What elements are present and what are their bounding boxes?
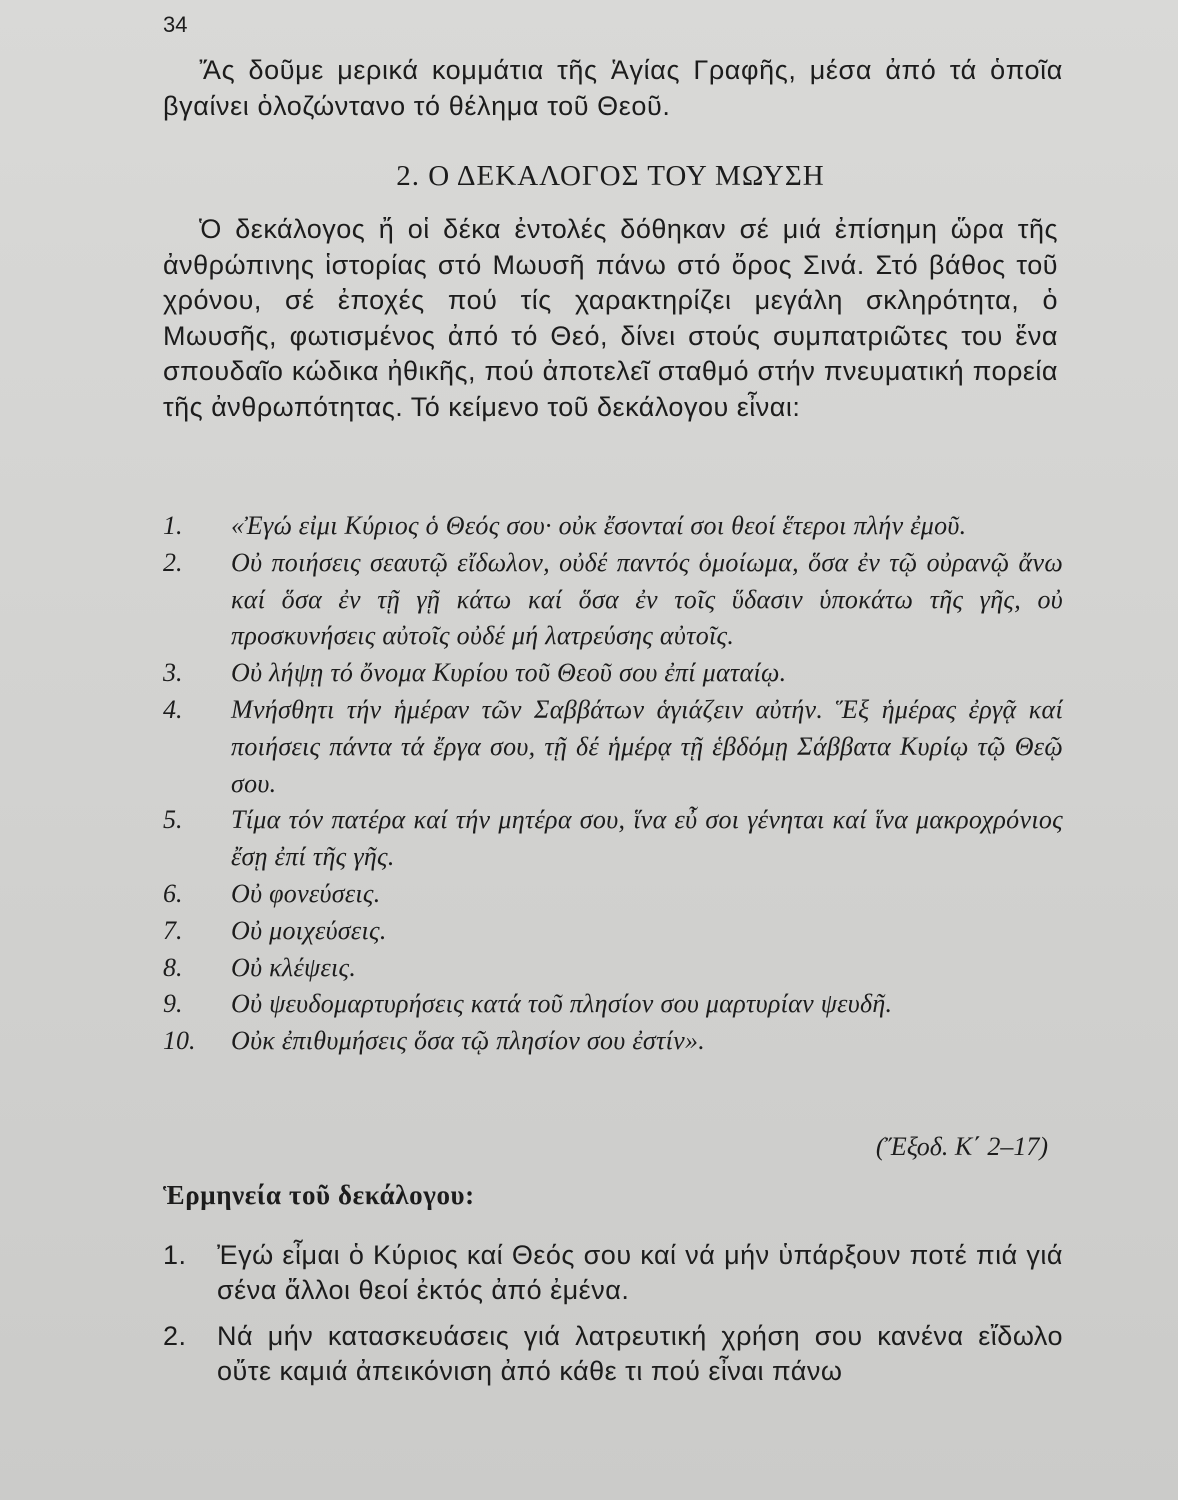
item-number: 5. — [163, 805, 183, 835]
item-text: Οὐ μοιχεύσεις. — [231, 915, 387, 945]
commandment-item — [163, 986, 1063, 1023]
item-number: 1. — [163, 511, 183, 540]
commandment-item — [163, 913, 1063, 950]
commandment-item — [163, 508, 1063, 545]
commandment-item — [163, 950, 1063, 987]
item-number: 2. — [163, 547, 183, 577]
intro-text: Ἄς δοῦμε μερικά κομμάτια τῆς Ἁγίας Γραφῆς, μέσα ἀπό τά ὁποῖα βγαίνει ὁλοζώντανο τό θέλημα τοῦ Θεοῦ. — [163, 55, 1063, 121]
item-text: Μνήσθητι τήν ἡμέραν τῶν Σαββάτων ἁγιάζειν αὐτήν. Ἕξ ἡμέρας ἐργᾷ καί ποιήσεις πάντα τά ἔργα σου, τῇ δέ ἡμέρᾳ τῇ ἑβδόμῃ Σάββατα Κυρίῳ τῷ Θεῷ σου. — [231, 694, 1063, 798]
item-number: 7. — [163, 915, 183, 945]
decalogue-intro-text: Ὁ δεκάλογος ἤ οἱ δέκα ἐντολές δόθηκαν σέ μιά ἐπίσημη ὥρα τῆς ἀνθρώπινης ἱστορίας στό Μωυσῆ πάνω στό ὄρος Σινά. Στό βάθος τοῦ χρόνου, σέ ἐποχές πού τίς χαρακτηρίζει μεγάλη σκληρότητα, ὁ Μωυσῆς, φωτισμένος ἀπό τό Θεό, δίνει στούς συμπατριῶτες του ἕνα σπουδαῖο κώδικα ἠθικῆς, πού ἀποτελεῖ σταθμό στήν πνευματική πορεία τῆς ἀνθρωπότητας. Τό κείμενο τοῦ δεκάλογου εἶναι: — [163, 214, 1058, 422]
interpretation-list — [163, 1238, 1063, 1400]
commandment-item — [163, 802, 1063, 876]
commandment-item — [163, 692, 1063, 802]
item-text: Τίμα τόν πατέρα καί τήν μητέρα σου, ἵνα εὖ σοι γένηται καί ἵνα μακροχρόνιος ἔσῃ ἐπί τῆς γῆς. — [231, 805, 1063, 872]
decalogue-intro-paragraph — [163, 212, 1058, 425]
item-text: Ἐγώ εἶμαι ὁ Κύριος καί Θεός σου καί νά μήν ὑπάρξουν ποτέ πιά γιά σένα ἄλλοι θεοί ἐκτός ἀπό ἐμένα. — [217, 1240, 1063, 1305]
item-text: Οὐ ποιήσεις σεαυτῷ εἴδωλον, οὐδέ παντός ὁμοίωμα, ὅσα ἐν τῷ οὐρανῷ ἄνω καί ὅσα ἐν τῇ γῇ κάτω καί ὅσα ἐν τοῖς ὕδασιν ὑποκάτω τῆς γῆς, οὐ προσκυνήσεις αὐτοῖς οὐδέ μή λατρεύσης αὐτοῖς. — [231, 547, 1063, 651]
item-text: Οὐ λήψῃ τό ὄνομα Κυρίου τοῦ Θεοῦ σου ἐπί ματαίῳ. — [231, 658, 787, 688]
item-number: 1. — [163, 1240, 187, 1270]
scripture-citation: (Ἔξοδ. Κ΄ 2–17) — [875, 1132, 1048, 1161]
item-number: 10. — [163, 1026, 196, 1056]
commandments-list — [163, 508, 1063, 1060]
item-text: Οὐ φονεύσεις. — [231, 878, 381, 908]
commandment-item — [163, 876, 1063, 913]
item-number: 8. — [163, 952, 183, 982]
item-text: Νά μήν κατασκευάσεις γιά λατρευτική χρήση σου κανένα εἴδωλο οὔτε καμιά ἀπεικόνιση ἀπό κάθε τι πού εἶναι πάνω — [217, 1321, 1063, 1386]
commandment-item — [163, 1023, 1063, 1060]
interpretation-item — [163, 1238, 1063, 1308]
page-number: 34 — [163, 12, 188, 37]
item-text: Οὐ κλέψεις. — [231, 952, 357, 982]
intro-paragraph — [163, 52, 1063, 124]
section-heading: 2. Ο ΔΕΚΑΛΟΓΟΣ ΤΟΥ ΜΩΥΣΗ — [396, 160, 825, 192]
item-number: 6. — [163, 878, 183, 908]
item-number: 3. — [163, 658, 183, 688]
item-text: Οὐκ ἐπιθυμήσεις ὅσα τῷ πλησίον σου ἐστίν». — [231, 1026, 706, 1056]
item-number: 9. — [163, 989, 183, 1019]
interpretation-heading: Ἑρμηνεία τοῦ δεκάλογου: — [163, 1180, 475, 1210]
item-text: Οὐ ψευδομαρτυρήσεις κατά τοῦ πλησίον σου μαρτυρίαν ψευδῆ. — [231, 989, 893, 1019]
commandment-item — [163, 545, 1063, 655]
item-number: 4. — [163, 694, 183, 724]
item-number: 2. — [163, 1321, 187, 1351]
item-text: «Ἐγώ εἰμι Κύριος ὁ Θεός σου· οὐκ ἔσονταί σοι θεοί ἕτεροι πλήν ἐμοῦ. — [231, 511, 967, 540]
interpretation-item — [163, 1319, 1063, 1389]
commandment-item — [163, 655, 1063, 692]
